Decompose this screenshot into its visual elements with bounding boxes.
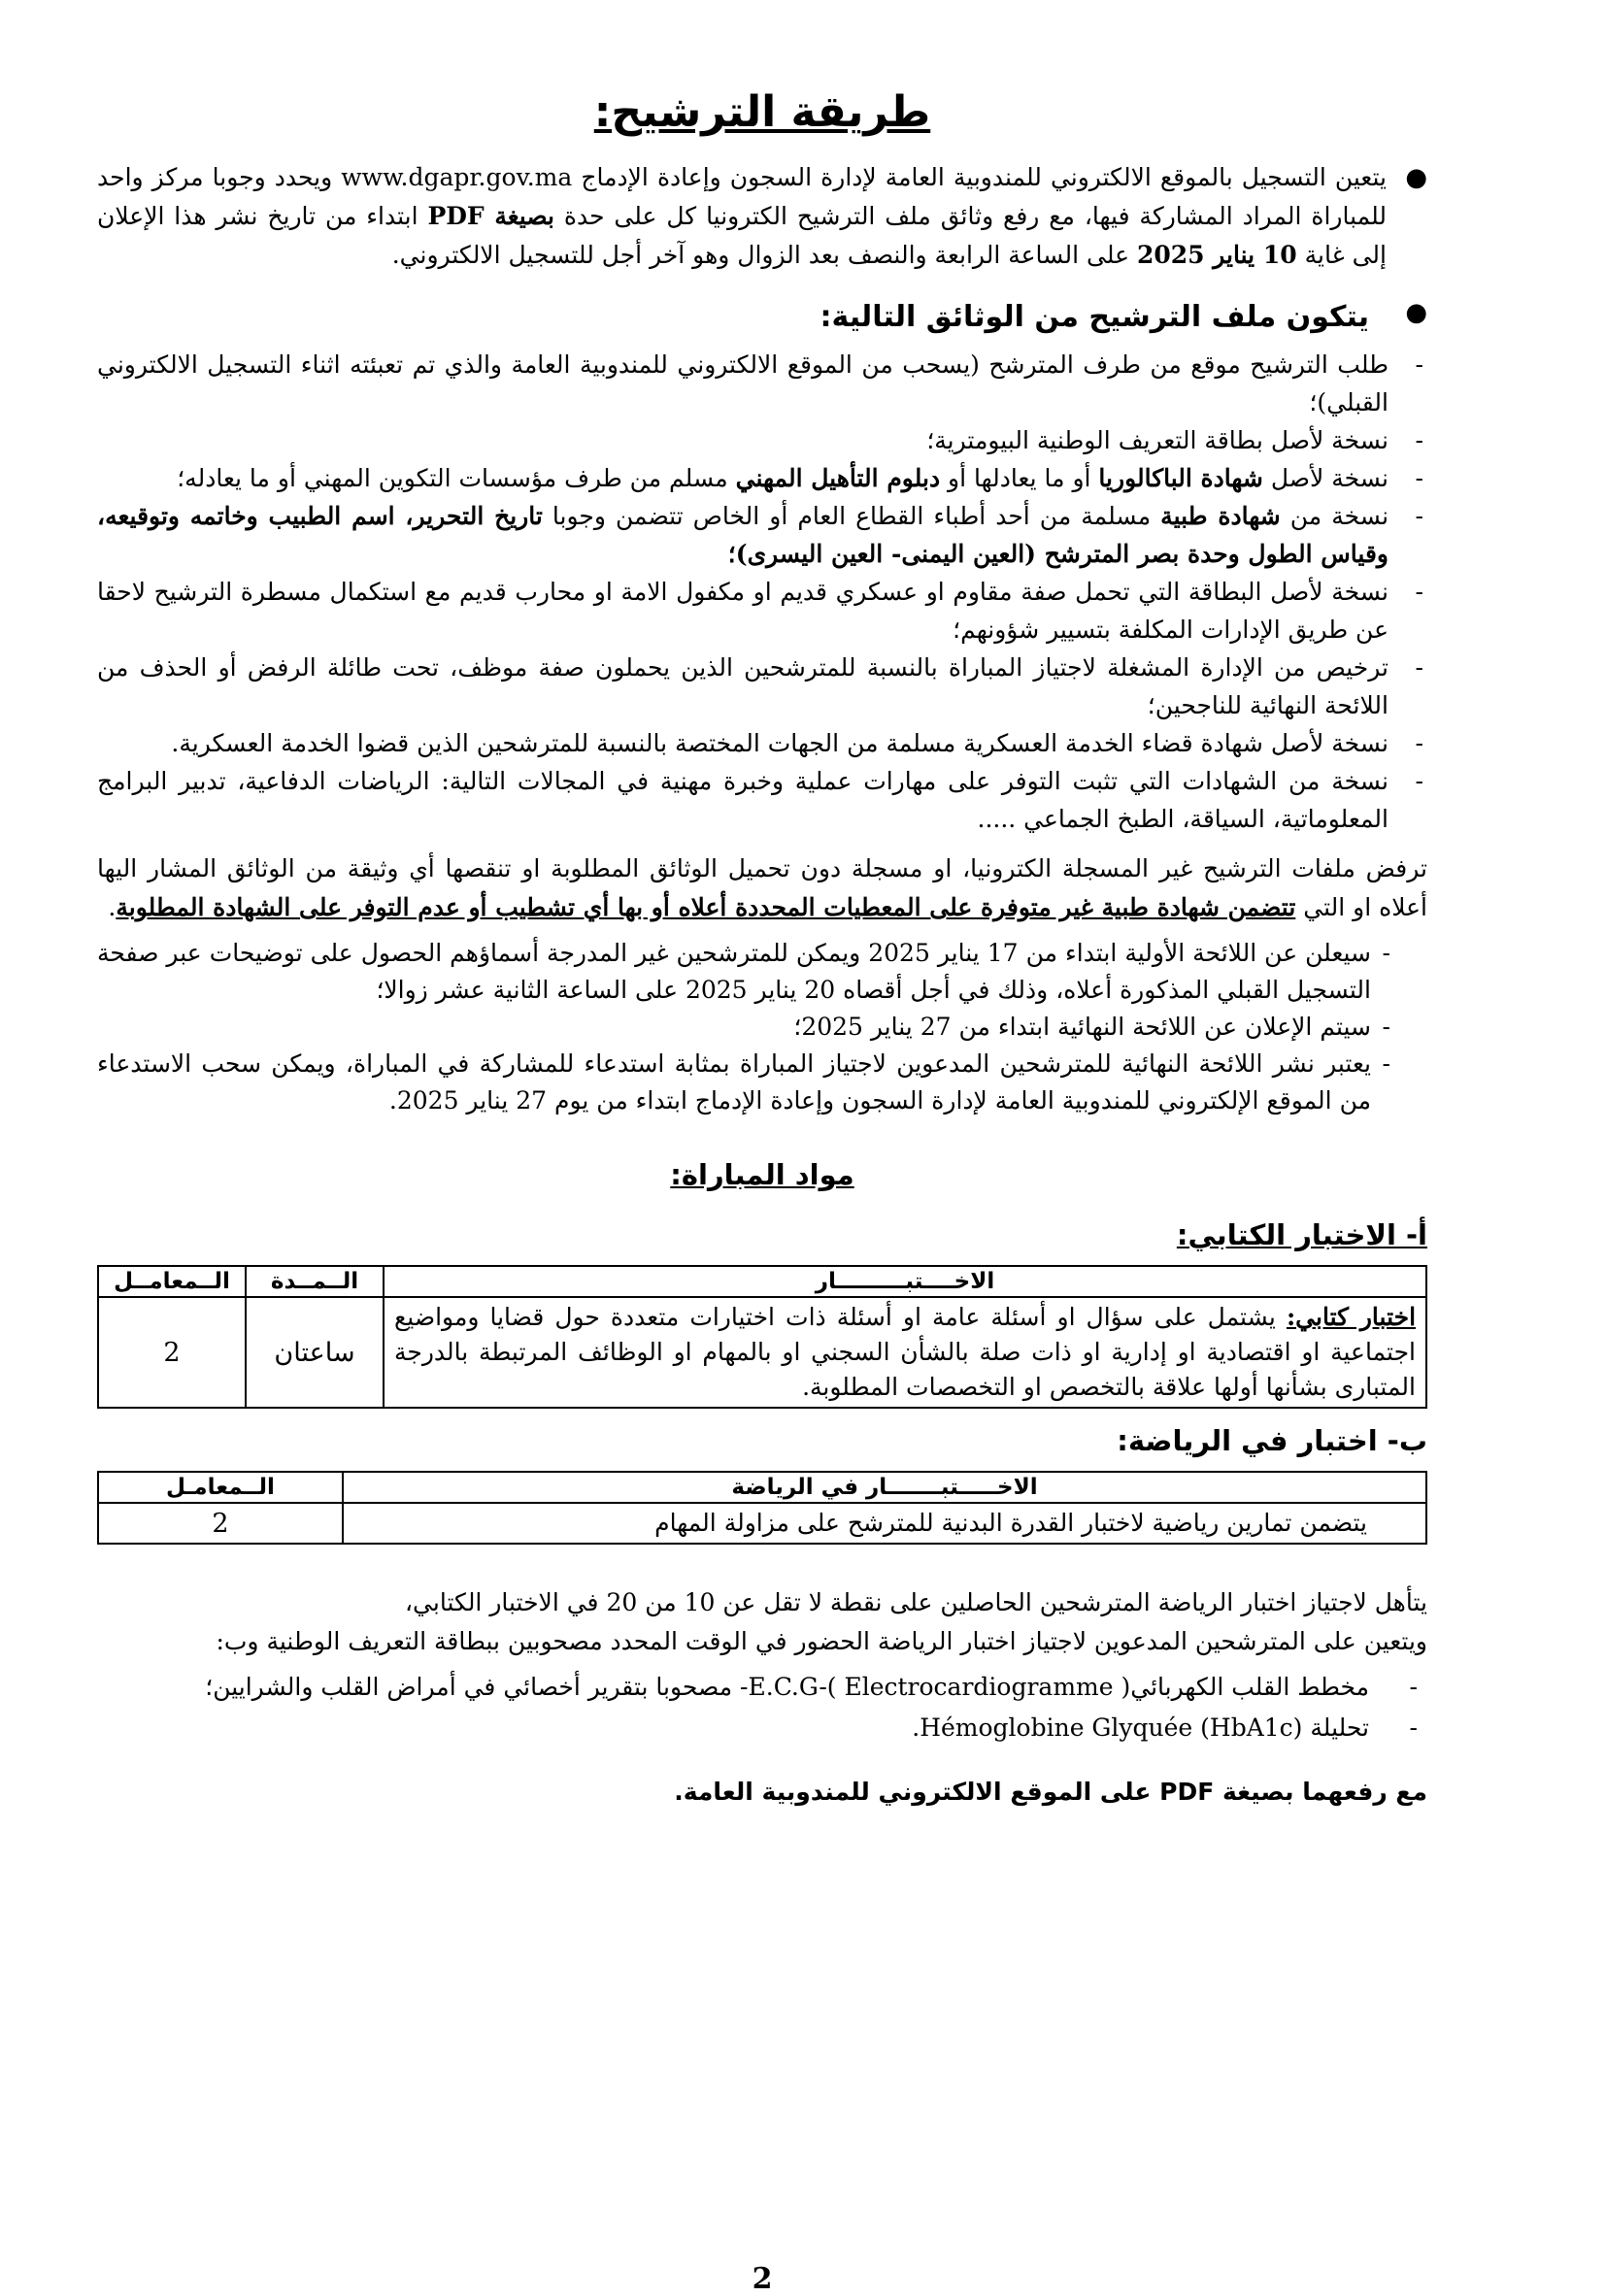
col-sport-test: الاخـــــتبـــــــار في الرياضة	[343, 1472, 1426, 1503]
dash-icon: -	[1415, 767, 1423, 795]
website-link[interactable]: www.dgapr.gov.ma	[341, 163, 573, 191]
dash-icon: -	[1415, 502, 1423, 530]
dash-icon: -	[1409, 1714, 1418, 1742]
list-item: - ترخيص من الإدارة المشغلة لاجتياز المباراة بالنسبة للمترشحين الذين يحملون صفة موظف، تحت طائلة الرفض أو الحذف من اللائحة النهائية للناجحين؛	[97, 649, 1427, 724]
intro-text-1: يتعين التسجيل بالموقع الالكتروني للمندوبية العامة لإدارة السجون وإعادة الإدماج	[581, 163, 1387, 191]
documents-list	[97, 346, 1427, 838]
sport-test-table	[97, 1471, 1427, 1545]
intro-paragraph	[97, 158, 1427, 275]
list-item: - يعتبر نشر اللائحة النهائية للمترشحين المدعوين لاجتياز المباراة بمثابة استدعاء للمشاركة في المباراة، ويمكن سحب الاستدعاء من الموقع الإلكتروني للمندوبية العامة لإدارة السجون وإعادة الإدماج ابتداء من يوم 27 يناير 2025.	[97, 1046, 1390, 1119]
list-item: - طلب الترشيح موقع من طرف المترشح (يسحب من الموقع الالكتروني للمندوبية العامة والذي تم تعبئته اثناء التسجيل الالكتروني القبلي)؛	[97, 346, 1427, 421]
dash-icon: -	[1415, 464, 1423, 492]
rejection-emphasis: تتضمن شهادة طبية غير متوفرة على المعطيات المحددة أعلاه أو بها أي تشطيب أو عدم التوفر على الشهادة المطلوبة	[116, 893, 1296, 921]
sport-test-coef: 2	[98, 1503, 343, 1544]
list-item: - نسخة من شهادة طبية مسلمة من أحد أطباء القطاع العام أو الخاص تتضمن وجوبا تاريخ التحرير، اسم الطبيب وخاتمه وتوقيعه، وقياس الطول وحدة بصر المترشح (العين اليمنى- العين اليسرى)؛	[97, 497, 1427, 573]
col-test: الاخــــتبـــــــــار	[384, 1266, 1426, 1297]
document-page	[97, 87, 1427, 2296]
list-item: - سيعلن عن اللائحة الأولية ابتداء من 17 يناير 2025 ويمكن للمترشحين غير المدرجة أسماؤهم الحصول على توضيحات عبر صفحة التسجيل القبلي المذكورة أعلاه، وذلك في أجل أقصاه 20 يناير 2025 على الساعة الثانية عشر زوالا؛	[97, 935, 1390, 1009]
list-item: - سيتم الإعلان عن اللائحة النهائية ابتداء من 27 يناير 2025؛	[97, 1009, 1390, 1046]
documents-heading-text: يتكون ملف الترشيح من الوثائق التالية:	[820, 300, 1369, 334]
sport-test-description: يتضمن تمارين رياضية لاختبار القدرة البدنية للمترشح على مزاولة المهام	[343, 1503, 1426, 1544]
written-test-duration: ساعتان	[246, 1297, 384, 1408]
col-sport-coef: الــمعامـل	[98, 1472, 343, 1503]
list-item: - نسخة لأصل شهادة الباكالوريا أو ما يعادلها أو دبلوم التأهيل المهني مسلم من طرف مؤسسات التكوين المهني أو ما يعادله؛	[97, 459, 1427, 497]
col-duration: الــمــدة	[246, 1266, 384, 1297]
table-row	[98, 1503, 1426, 1544]
dash-icon: -	[1415, 729, 1423, 757]
written-test-heading: أ- الاختبار الكتابي:	[1176, 1218, 1427, 1251]
bullet-icon: ●	[1405, 298, 1427, 327]
dash-icon: -	[1382, 1049, 1390, 1078]
list-item: - نسخة لأصل البطاقة التي تحمل صفة مقاوم او عسكري قديم او مكفول الامة او محارب قديم مع استكمال مسطرة الترشيح لاحقا عن طريق الإدارات المكلفة بتسيير شؤونهم؛	[97, 573, 1427, 649]
rejection-paragraph: ترفض ملفات الترشيح غير المسجلة الكترونيا، او مسجلة دون تحميل الوثائق المطلوبة او تنقصها أي وثيقة من الوثائق المشار اليها أعلاه او التي تتضمن شهادة طبية غير متوفرة على المعطيات المحددة أعلاه أو بها أي تشطيب أو عدم التوفر على الشهادة المطلوبة.	[97, 854, 1427, 921]
announcements-list	[97, 935, 1390, 1119]
medical-documents-list	[97, 1667, 1427, 1748]
list-item: - نسخة لأصل شهادة قضاء الخدمة العسكرية مسلمة من الجهات المختصة بالنسبة للمترشحين الذين قضوا الخدمة العسكرية.	[97, 724, 1427, 762]
bullet-icon: ●	[1405, 163, 1427, 192]
upload-instruction: مع رفعهما بصيغة PDF على الموقع الالكتروني للمندوبية العامة.	[674, 1778, 1427, 1806]
dash-icon: -	[1409, 1673, 1418, 1701]
col-coef: الــمعامــل	[98, 1266, 246, 1297]
pdf-label: بصيغة PDF	[427, 202, 554, 230]
intro-text-4: على الساعة الرابعة والنصف بعد الزوال وهو آخر أجل للتسجيل الالكتروني.	[391, 241, 1130, 269]
written-test-coef: 2	[98, 1297, 246, 1408]
list-item: - نسخة من الشهادات التي تثبت التوفر على مهارات عملية وخبرة مهنية في المجالات التالية: الرياضات الدفاعية، تدبير البرامج المعلوماتية، السياقة، الطبخ الجماعي .....	[97, 762, 1427, 838]
subjects-title: مواد المباراة:	[670, 1158, 854, 1191]
dash-icon: -	[1415, 653, 1423, 682]
page-number: 2	[752, 2262, 773, 2296]
sport-test-heading: ب- اختبار في الرياضة:	[1117, 1424, 1427, 1457]
documents-heading	[97, 300, 1427, 334]
intro-text-3: ابتداء من تاريخ نشر هذا الإعلان إلى غاية	[97, 202, 1387, 269]
sport-eligibility: يتأهل لاجتياز اختبار الرياضة المترشحين الحاصلين على نقطة لا تقل عن 10 من 20 في الاختبار الكتابي، ويتعين على المترشحين المدعوين لاجتياز اختبار الرياضة الحضور في الوقت المحدد مصحوبين ببطاقة التعريف الوطنية وب:	[216, 1588, 1427, 1655]
dash-icon: -	[1382, 939, 1390, 967]
list-item: - مخطط القلب الكهربائيE.C.G-( Electrocardiogramme )- مصحوبا بتقرير أخصائي في أمراض القلب والشرايين؛	[97, 1667, 1427, 1708]
intro-text-2: ويحدد وجوبا مركز واحد للمباراة المراد المشاركة فيها، مع رفع وثائق ملف الترشيح الكترونيا كل على حدة	[97, 163, 1388, 230]
dash-icon: -	[1382, 1013, 1390, 1041]
page-title: طريقة الترشيح:	[593, 87, 931, 137]
written-test-description: اختبار كتابي: يشتمل على سؤال او أسئلة عامة او أسئلة ذات اختيارات متعددة حول قضايا ومواضيع اجتماعية او اقتصادية او إدارية او ذات صلة بالشأن السجني او بالمهام او الوظائف المرتبطة بالدرجة المتبارى بشأنها أولها علاقة بالتخصص او التخصصات المطلوبة.	[384, 1297, 1426, 1408]
deadline-date: 10 يناير 2025	[1136, 241, 1297, 269]
written-test-table	[97, 1265, 1427, 1409]
table-row	[98, 1297, 1426, 1408]
list-item: - تحليلة Hémoglobine Glyquée (HbA1c).	[97, 1708, 1427, 1748]
list-item: - نسخة لأصل بطاقة التعريف الوطنية البيومترية؛	[97, 421, 1427, 459]
dash-icon: -	[1415, 426, 1423, 454]
dash-icon: -	[1415, 350, 1423, 379]
dash-icon: -	[1415, 578, 1423, 606]
